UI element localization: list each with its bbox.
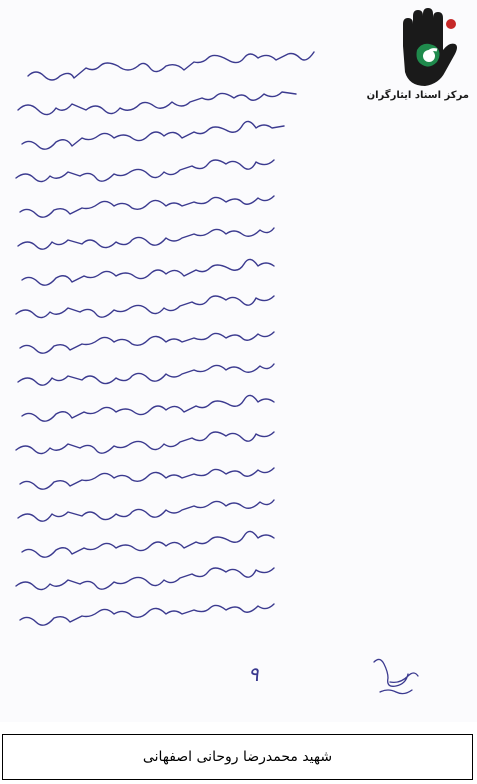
- signature: [366, 652, 426, 700]
- caption: شهید محمدرضا روحانی اصفهانی: [142, 749, 333, 765]
- logo-text: مرکز اسناد ایثارگران: [366, 90, 469, 101]
- page-number: ۹: [248, 662, 259, 686]
- handwritten-text: [8, 40, 468, 640]
- caption-box: [2, 734, 473, 780]
